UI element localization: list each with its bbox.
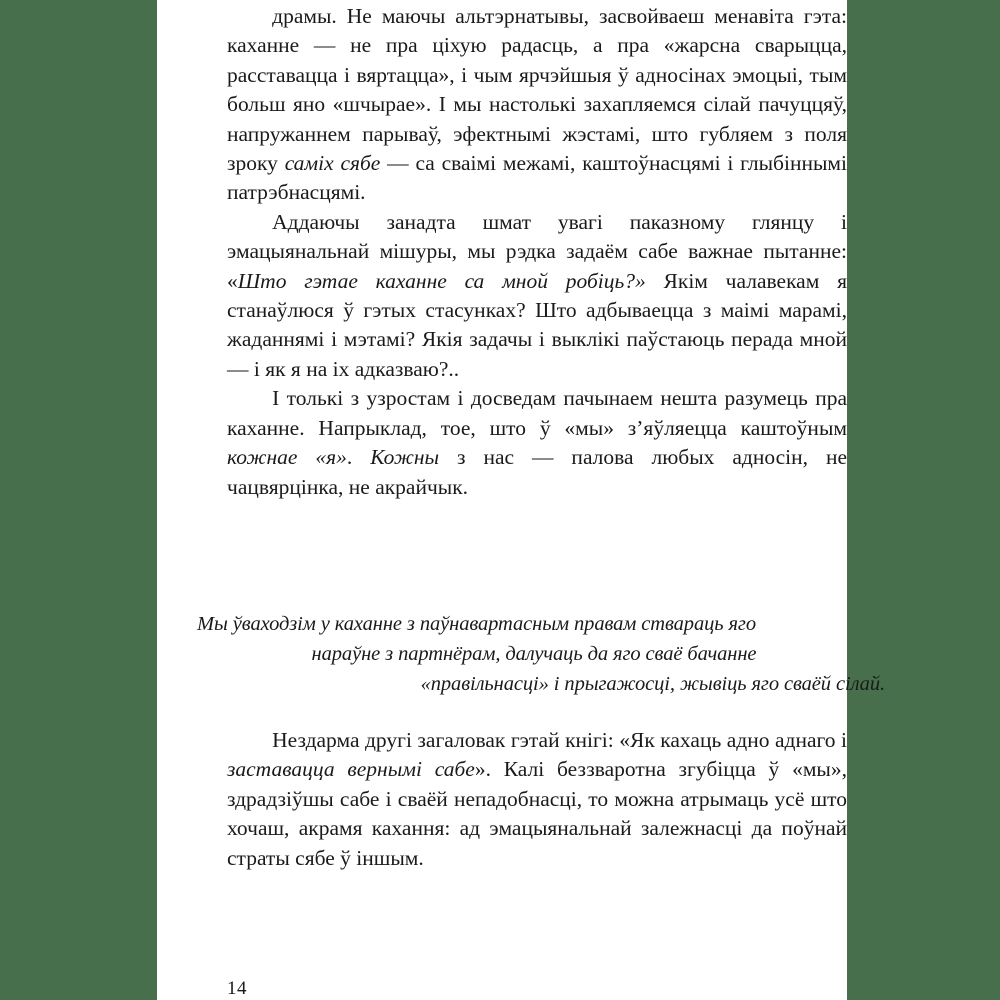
emphasis-run: Што гэтае каханне са мной робіць?»: [237, 268, 646, 293]
page-number: 14: [227, 978, 247, 999]
emphasis-run: саміх сябе: [284, 151, 381, 176]
body-text-block-bottom: [227, 726, 847, 873]
emphasis-run: заставацца вернымі сабе: [227, 757, 475, 782]
paragraph-4: Нездарма другі загаловак гэтай кнігі: «Як кахаць адно аднаго і заставацца вернымі сабе». Калі беззваротна згубіцца ў «мы», здрадзіўшы сабе і сваёй непадобнасці, то можна атрымаць усё што хочаш, акрамя кахання: ад эмацыянальнай залежнасці да поўнай страты сябе ў іншым.: [227, 728, 847, 870]
paragraph-3: І толькі з узростам і досведам пачынаем нешта разумець пра каханне. Напрыклад, тое, што ў «мы» з’яўляецца каштоўным кожнае «я». Кожны з нас — палова любых адносін, не чацвярцінка, не акрайчык.: [227, 386, 848, 499]
pull-quote: [197, 609, 887, 699]
page-sheet: [157, 0, 885, 1000]
emphasis-run: Кожны: [370, 445, 440, 470]
pull-quote-line-3: «правільнасці» і прыгажосці, жывіць яго сваёй сілай.: [420, 673, 885, 695]
paragraph-2: Аддаючы занадта шмат увагі паказному глянцу і эмацыянальнай мішуры, мы рэдка задаём сабе важнае пытанне: «Што гэтае каханне са мной робіць?» Якім чалавекам я станаўлюся ў гэтых стасунках? Што адбываецца з маімі марамі, жаданнямі і мэтамі? Якія задачы і выклікі паўстаюць перада мной — і як я на іх адказваю?..: [227, 209, 847, 381]
emphasis-run: кожнае «я»: [227, 445, 347, 470]
pull-quote-line-1: Мы ўваходзім у каханне з паўнавартасным правам ствараць яго: [197, 613, 756, 635]
body-text-block-top: [227, 0, 847, 502]
paragraph-1: драмы. Не маючы альтэрнатывы, засвойваеш менавіта гэта: каханне — не пра ціхую радасць, а пра «жарсна сварыцца, расставацца і вяртацца», і чым ярчэйшыя ў адносінах эмоцыі, тым больш яно «шчырае». І мы настолькі захапляемся сілай пачуццяў, напружаннем парываў, эфектнымі жэстамі, што губляем з поля зроку саміх сябе — са сваімі межамі, каштоўнасцямі і глыбіннымі патрэбнасцямі.: [227, 4, 847, 205]
pull-quote-line-2: нараўне з партнёрам, далучаць да яго сваё бачанне: [311, 643, 757, 665]
